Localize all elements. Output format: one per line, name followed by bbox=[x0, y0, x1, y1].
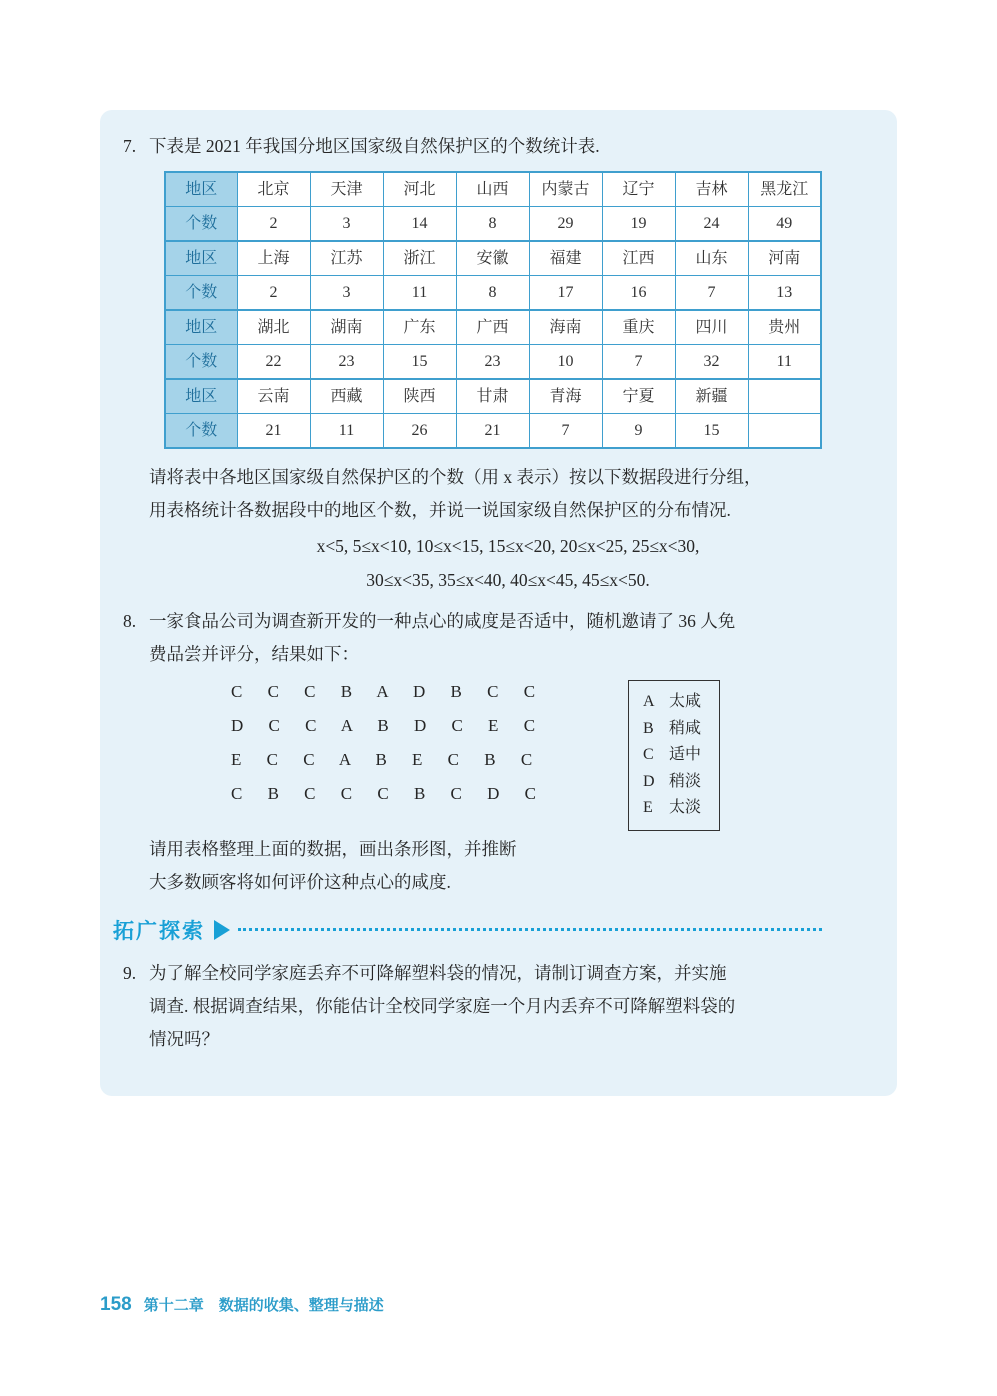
table-cell: 重庆 bbox=[602, 310, 675, 345]
range-line: 30≤x<35, 35≤x<40, 40≤x<45, 45≤x<50. bbox=[366, 570, 650, 590]
table-cell: 上海 bbox=[237, 241, 310, 276]
table-cell: 西藏 bbox=[310, 379, 383, 414]
table-cell: 8 bbox=[456, 276, 529, 311]
table-cell: 福建 bbox=[529, 241, 602, 276]
table-cell: 24 bbox=[675, 207, 748, 242]
legend-label: 稍咸 bbox=[669, 719, 702, 737]
row-header-region: 地区 bbox=[165, 241, 237, 276]
rating-row: C B C C C B C D C bbox=[231, 784, 536, 803]
table-cell: 四川 bbox=[675, 310, 748, 345]
table-row-region bbox=[165, 172, 821, 207]
legend-letter: E bbox=[643, 799, 653, 816]
rating-row: C C C B A D B C C bbox=[231, 682, 536, 701]
row-header-count: 个数 bbox=[165, 276, 237, 311]
table-row-count bbox=[165, 207, 821, 242]
row-header-region: 地区 bbox=[165, 379, 237, 414]
problem-9 bbox=[123, 957, 867, 1056]
problem-7 bbox=[123, 130, 867, 597]
table-cell: 2 bbox=[237, 207, 310, 242]
table-cell: 新疆 bbox=[675, 379, 748, 414]
table-cell: 21 bbox=[237, 414, 310, 449]
table-cell: 江苏 bbox=[310, 241, 383, 276]
table-cell: 10 bbox=[529, 345, 602, 380]
legend-letter: D bbox=[643, 772, 655, 790]
table-cell: 11 bbox=[310, 414, 383, 449]
table-cell: 宁夏 bbox=[602, 379, 675, 414]
table-cell: 云南 bbox=[237, 379, 310, 414]
problem-7-number: 7. bbox=[123, 136, 137, 156]
legend-label: 太咸 bbox=[669, 693, 702, 710]
table-cell: 广西 bbox=[456, 310, 529, 345]
problem-8-text-line: 费品尝并评分，结果如下： bbox=[149, 644, 359, 664]
table-cell: 11 bbox=[383, 276, 456, 311]
table-cell: 3 bbox=[310, 207, 383, 242]
problem-7-intro: 下表是 2021 年我国分地区国家级自然保护区的个数统计表. bbox=[149, 136, 600, 156]
problem-7-instruction-line: 请将表中各地区国家级自然保护区的个数（用 x 表示）按以下数据段进行分组， bbox=[149, 467, 762, 487]
content-panel bbox=[100, 110, 897, 1096]
legend-item bbox=[643, 716, 701, 743]
table-row-region bbox=[165, 379, 821, 414]
table-cell: 黑龙江 bbox=[748, 172, 821, 207]
arrow-right-icon bbox=[214, 920, 230, 940]
problem-9-text-line: 为了解全校同学家庭丢弃不可降解塑料袋的情况，请制订调查方案，并实施 bbox=[149, 962, 727, 983]
table-cell: 16 bbox=[602, 276, 675, 311]
chapter-title: 第十二章 数据的收集、整理与描述 bbox=[143, 1297, 384, 1314]
legend-letter: C bbox=[643, 746, 654, 763]
row-header-count: 个数 bbox=[165, 207, 237, 242]
table-cell: 安徽 bbox=[456, 241, 529, 276]
table-cell: 21 bbox=[456, 414, 529, 449]
problem-9-text-line: 情况吗？ bbox=[149, 1028, 219, 1049]
table-row-count bbox=[165, 276, 821, 311]
row-header-region: 地区 bbox=[165, 172, 237, 207]
problem-8 bbox=[123, 605, 867, 899]
table-cell: 山东 bbox=[675, 241, 748, 276]
table-cell: 浙江 bbox=[383, 241, 456, 276]
table-cell: 广东 bbox=[383, 310, 456, 345]
table-cell: 吉林 bbox=[675, 172, 748, 207]
table-cell: 19 bbox=[602, 207, 675, 242]
legend-item bbox=[643, 795, 701, 822]
table-cell: 3 bbox=[310, 276, 383, 311]
table-cell: 23 bbox=[310, 345, 383, 380]
table-cell: 13 bbox=[748, 276, 821, 311]
legend-item bbox=[643, 689, 701, 716]
problem-8-text-line: 一家食品公司为调查新开发的一种点心的咸度是否适中，随机邀请了 36 人免 bbox=[149, 611, 736, 631]
table-row-count bbox=[165, 414, 821, 449]
table-cell: 河北 bbox=[383, 172, 456, 207]
table-cell: 49 bbox=[748, 207, 821, 242]
table-cell: 江西 bbox=[602, 241, 675, 276]
table-cell: 14 bbox=[383, 207, 456, 242]
table-cell: 甘肃 bbox=[456, 379, 529, 414]
table-cell: 山西 bbox=[456, 172, 529, 207]
legend-item bbox=[643, 769, 701, 796]
problem-9-text-line: 调查. 根据调查结果，你能估计全校同学家庭一个月内丢弃不可降解塑料袋的 bbox=[149, 995, 736, 1016]
table-cell: 22 bbox=[237, 345, 310, 380]
table-cell: 15 bbox=[675, 414, 748, 449]
section-header-extension bbox=[113, 915, 822, 945]
table-cell: 湖南 bbox=[310, 310, 383, 345]
row-header-count: 个数 bbox=[165, 345, 237, 380]
dotted-divider bbox=[238, 928, 822, 931]
reserve-stats-table bbox=[164, 171, 822, 449]
legend-label: 稍淡 bbox=[669, 772, 702, 790]
range-line: x<5, 5≤x<10, 10≤x<15, 15≤x<20, 20≤x<25, 25≤x<30, bbox=[316, 536, 700, 556]
table-row-region bbox=[165, 310, 821, 345]
table-cell: 2 bbox=[237, 276, 310, 311]
table-cell: 内蒙古 bbox=[529, 172, 602, 207]
rating-row: E C C A B E C B C bbox=[231, 750, 533, 769]
legend-letter: A bbox=[643, 693, 655, 710]
table-cell: 青海 bbox=[529, 379, 602, 414]
problem-8-conclusion-line: 大多数顾客将如何评价这种点心的咸度. bbox=[149, 871, 451, 892]
row-header-region: 地区 bbox=[165, 310, 237, 345]
table-row-count bbox=[165, 345, 821, 380]
table-cell: 32 bbox=[675, 345, 748, 380]
rating-row: D C C A B D C E C bbox=[231, 716, 536, 735]
table-cell: 7 bbox=[602, 345, 675, 380]
table-cell: 天津 bbox=[310, 172, 383, 207]
rating-legend bbox=[628, 680, 720, 831]
legend-letter: B bbox=[643, 719, 654, 737]
table-cell bbox=[748, 414, 821, 449]
row-header-count: 个数 bbox=[165, 414, 237, 449]
table-cell: 陕西 bbox=[383, 379, 456, 414]
rating-letter-grid bbox=[231, 675, 536, 811]
table-cell: 8 bbox=[456, 207, 529, 242]
table-cell: 河南 bbox=[748, 241, 821, 276]
table-cell: 贵州 bbox=[748, 310, 821, 345]
problem-9-number: 9. bbox=[123, 962, 137, 983]
table-cell: 7 bbox=[675, 276, 748, 311]
problem-8-conclusion-line: 请用表格整理上面的数据，画出条形图，并推断 bbox=[149, 838, 517, 859]
table-cell: 26 bbox=[383, 414, 456, 449]
table-cell: 17 bbox=[529, 276, 602, 311]
table-cell: 海南 bbox=[529, 310, 602, 345]
table-cell: 23 bbox=[456, 345, 529, 380]
page-number: 158 bbox=[100, 1294, 132, 1315]
legend-label: 适中 bbox=[669, 746, 702, 763]
table-cell bbox=[748, 379, 821, 414]
section-title: 拓广探索 bbox=[113, 919, 205, 943]
table-cell: 9 bbox=[602, 414, 675, 449]
table-cell: 辽宁 bbox=[602, 172, 675, 207]
table-cell: 11 bbox=[748, 345, 821, 380]
table-cell: 7 bbox=[529, 414, 602, 449]
problem-8-number: 8. bbox=[123, 611, 137, 631]
table-cell: 15 bbox=[383, 345, 456, 380]
table-cell: 湖北 bbox=[237, 310, 310, 345]
legend-label: 太淡 bbox=[669, 799, 702, 816]
problem-7-instruction-line: 用表格统计各数据段中的地区个数，并说一说国家级自然保护区的分布情况. bbox=[149, 500, 731, 520]
table-cell: 北京 bbox=[237, 172, 310, 207]
table-row-region bbox=[165, 241, 821, 276]
page-footer bbox=[100, 1294, 384, 1316]
table-cell: 29 bbox=[529, 207, 602, 242]
legend-item bbox=[643, 742, 701, 769]
